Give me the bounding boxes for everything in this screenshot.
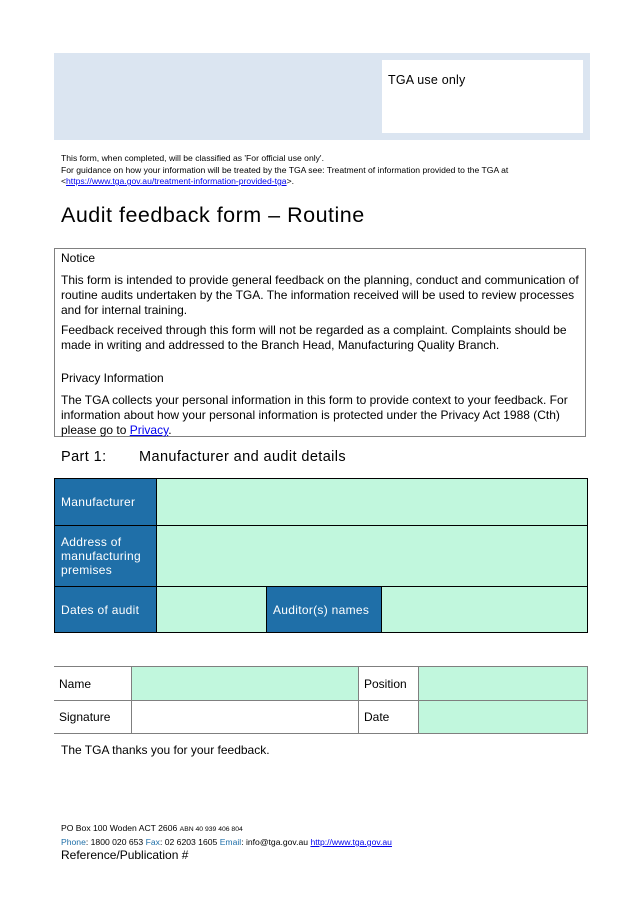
page-title: Audit feedback form – Routine [61, 203, 365, 227]
name-field[interactable] [131, 666, 359, 701]
classification-line3: <https://www.tga.gov.au/treatment-information-provided-tga>. [61, 176, 294, 186]
address-field[interactable] [156, 525, 588, 587]
date-field[interactable] [418, 700, 588, 734]
classification-line2: For guidance on how your information will be treated by the TGA see: Treatment of information provided to the TGA at [61, 164, 509, 175]
privacy-link[interactable]: Privacy [129, 423, 169, 437]
dates-of-audit-field[interactable] [156, 586, 267, 633]
notice-paragraph-2: Feedback received through this form will not be regarded as a complaint. Complaints should be made in writing and addressed to the Branch Head, Manufacturing Quality Branch. [61, 323, 567, 352]
address-label: Address of manufacturing premises [54, 525, 157, 587]
tga-use-only-box [382, 60, 583, 133]
footer-website-link[interactable]: http://www.tga.gov.au [310, 837, 392, 847]
tga-use-only-label: TGA use only [388, 73, 466, 87]
treatment-info-link[interactable]: https://www.tga.gov.au/treatment-information-provided-tga [66, 176, 287, 186]
manufacturer-label: Manufacturer [54, 478, 157, 526]
signature-field[interactable] [131, 700, 359, 734]
footer [61, 822, 392, 863]
auditors-names-field[interactable] [381, 586, 588, 633]
date-label: Date [364, 710, 390, 724]
footer-address-line: PO Box 100 Woden ACT 2606 ABN 40 939 406 804 [61, 823, 243, 833]
classification-notice [61, 153, 581, 188]
classification-line1: This form, when completed, will be classified as 'For official use only'. [61, 153, 324, 163]
part1-title: Manufacturer and audit details [139, 449, 347, 465]
footer-abn: ABN 40 939 406 804 [179, 826, 243, 833]
dates-of-audit-label: Dates of audit [54, 586, 157, 633]
notice-heading: Notice [61, 251, 96, 265]
signature-label: Signature [59, 710, 111, 724]
notice-paragraph-1: This form is intended to provide general feedback on the planning, conduct and communication of routine audits undertaken by the TGA. The information received will be used to review processes and for internal training. [61, 273, 579, 317]
privacy-text: The TGA collects your personal information in this form to provide context to your feedback. For information about how your personal information is protected under the Privacy Act 1988 (Cth) please go to Privacy. [61, 393, 568, 437]
footer-contact-line: Phone: 1800 020 653 Fax: 02 6203 1605 Email: info@tga.gov.au http://www.tga.gov.au [61, 837, 392, 847]
position-field[interactable] [418, 666, 588, 701]
footer-reference: Reference/Publication # [61, 848, 189, 862]
position-label: Position [364, 677, 407, 691]
privacy-heading: Privacy Information [61, 371, 164, 385]
name-label: Name [59, 677, 92, 691]
thanks-message: The TGA thanks you for your feedback. [61, 743, 270, 757]
notice-box [54, 248, 586, 437]
part1-heading [61, 449, 346, 465]
manufacturer-field[interactable] [156, 478, 588, 526]
auditors-names-label: Auditor(s) names [266, 586, 382, 633]
part1-number: Part 1: [61, 449, 107, 465]
